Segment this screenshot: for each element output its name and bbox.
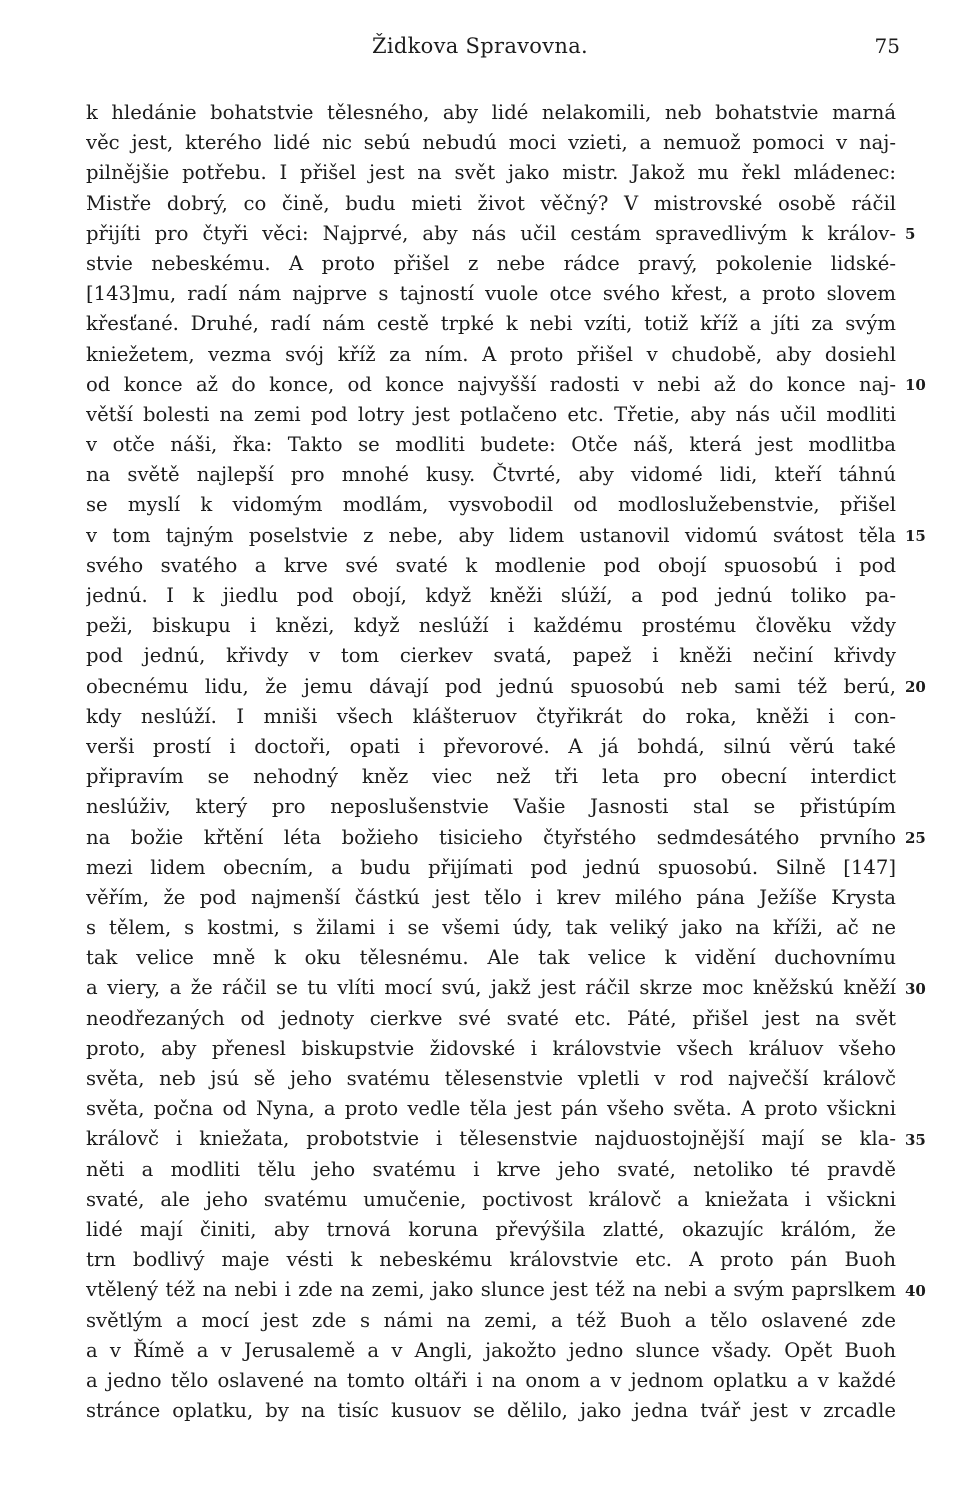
text-line: neodřezaných od jednoty cierkve své svaté etc. Páté, přišel jest na svět (86, 1006, 896, 1030)
text-line: světa, neb jsú sě jeho svatému tělesenstvie vpletli v rod največší královč (86, 1067, 896, 1090)
text-line: s tělem, s kostmi, s žilami i se všemi údy, tak veliký jako na kříži, ač ne (86, 916, 896, 940)
text-line: svaté, ale jeho svatému umučenie, poctivost královč a kniežata i všickni (86, 1187, 896, 1211)
running-header (0, 34, 960, 64)
text-line: vtělený též na nebi i zde na zemi, jako slunce jest též na nebi a svým paprslkem (86, 1278, 896, 1302)
text-line: tak velice mně k oku tělesnému. Ale tak velice k vidění duchovnímu (86, 946, 896, 970)
text-line: a v Římě a v Jerusalemě a v Angli, jakožto jedno slunce všady. Opět Buoh (86, 1338, 896, 1362)
text-line: křesťané. Druhé, radí nám cestě trpké k nebi vzíti, totiž kříž a jíti za svým (86, 312, 896, 336)
text-line: pilnějšie potřebu. I přišel jest na svět jako mistr. Jakož mu řekl mládenec: (86, 161, 896, 185)
running-title: Židkova Spravovna. (371, 34, 589, 58)
text-line: stránce oplatku, by na tisíc kusuov se dělilo, jako jedna tvář jest v zrcadle (86, 1399, 896, 1423)
text-line: lidé mají činiti, aby trnová koruna převýšila zlatté, okazujíc králóm, že (86, 1217, 896, 1241)
line-number: 30 (905, 980, 926, 998)
text-line: na božie křtění léta božieho tisicieho čtyřstého sedmdesátého prvního (86, 825, 896, 849)
line-number: 40 (905, 1282, 926, 1300)
text-line: v tom tajným poselstvie z nebe, aby lidem ustanovil vidomú svátost těla (86, 523, 896, 547)
text-line: královč i kniežata, probotstvie i tělesenstvie najduostojnější mají se kla- (86, 1127, 896, 1151)
line-number: 20 (905, 678, 926, 696)
text-line: a jedno tělo oslavené na tomto oltáři i na onom a v jednom oplatku a v každé (86, 1368, 896, 1392)
text-line: jednú. I k jiedlu pod obojí, když kněži slúží, a pod jednú toliko pa- (86, 584, 896, 607)
line-number: 10 (905, 376, 926, 394)
text-line: přijíti pro čtyři věci: Najprvé, aby nás učil cestám spravedlivým k králov- (86, 221, 896, 245)
text-line: verši prostí i doctoři, opati i převorové. A já bohdá, silnú věrú také (86, 734, 896, 758)
line-number: 5 (905, 225, 916, 243)
text-line: kniežetem, vezma svój kříž za ním. A proto přišel v chudobě, aby dosiehl (86, 342, 896, 366)
text-line: trn bodlivý maje vésti k nebeskému královstvie etc. A proto pán Buoh (86, 1248, 896, 1272)
text-line: stvie nebeskému. A proto přišel z nebe rádce pravý, pokolenie lidské- (86, 251, 896, 275)
text-line: k hledánie bohatstvie tělesného, aby lidé nelakomili, neb bohatstvie marná (86, 101, 896, 124)
text-line: na světě najlepší pro mnohé kusy. Čtvrté, aby vidomé lidi, kteří táhnú (86, 463, 896, 487)
text-line: a viery, a že ráčil se tu vlíti mocí svú, jakž jest ráčil skrze moc kněžskú kněží (86, 976, 896, 1000)
text-line: pod jednú, křivdy v tom cierkev svatá, papež i kněži nečiní křivdy (86, 644, 896, 668)
text-line: větší bolesti na zemi pod lotry jest potlačeno etc. Třetie, aby nás učil modliti (86, 402, 896, 426)
text-line: věc jest, kterého lidé nic sebú nebudú moci vzieti, a nemuož pomoci v naj- (86, 131, 896, 155)
text-line: Mistře dobrý, co čině, budu mieti život věčný? V mistrovské osobě ráčil (86, 191, 896, 215)
text-line: svého svatého a krve své svaté k modlenie pod obojí spuosobú i pod (86, 553, 896, 577)
text-line: od konce až do konce, od konce najvyšší radosti v nebi až do konce naj- (86, 372, 896, 396)
text-line: peži, biskupu i knězi, když neslúží i každému prostému člověku vždy (86, 614, 896, 638)
text-line: něti a modliti tělu jeho svatému i krve jeho svaté, netoliko té pravdě (86, 1157, 896, 1181)
text-line: neslúživ, který pro neposlušenstvie Vašie Jasnosti stal se přistúpím (86, 795, 896, 819)
line-number: 35 (905, 1131, 926, 1149)
body-text (86, 98, 896, 1456)
line-number: 25 (905, 829, 926, 847)
text-line: mezi lidem obecním, a budu přijímati pod jednú spuosobú. Silně [147] (86, 855, 896, 879)
text-line: [143]mu, radí nám najprve s tajností vuole otce svého křest, a proto slovem (86, 282, 896, 306)
text-line: obecnému lidu, že jemu dávají pod jednú spuosobú neb sami též berú, (86, 674, 896, 698)
text-line: proto, aby přenesl biskupstvie židovské i královstvie všech králuov všeho (86, 1036, 896, 1060)
line-number: 15 (905, 527, 926, 545)
page-number: 75 (874, 34, 900, 58)
text-line: věřím, že pod najmenší částkú jest tělo i krev milého pána Ježíše Krysta (86, 885, 896, 909)
text-line: světa, počna od Nyna, a proto vedle těla jest pán všeho světa. A proto všickni (86, 1097, 896, 1121)
text-line (86, 1426, 896, 1456)
text-line: připravím se nehodný kněz viec než tři leta pro obecní interdict (86, 765, 896, 789)
text-line: v otče náši, řka: Takto se modliti budete: Otče náš, která jest modlitba (86, 433, 896, 457)
text-line: kdy neslúží. I mniši všech klášteruov čtyřikrát do roka, kněži i con- (86, 704, 896, 728)
text-line: se myslí k vidomým modlám, vysvobodil od modloslužebenstvie, přišel (86, 493, 896, 517)
text-line: světlým a mocí jest zde s námi na zemi, a též Buoh a tělo oslavené zde (86, 1308, 896, 1332)
